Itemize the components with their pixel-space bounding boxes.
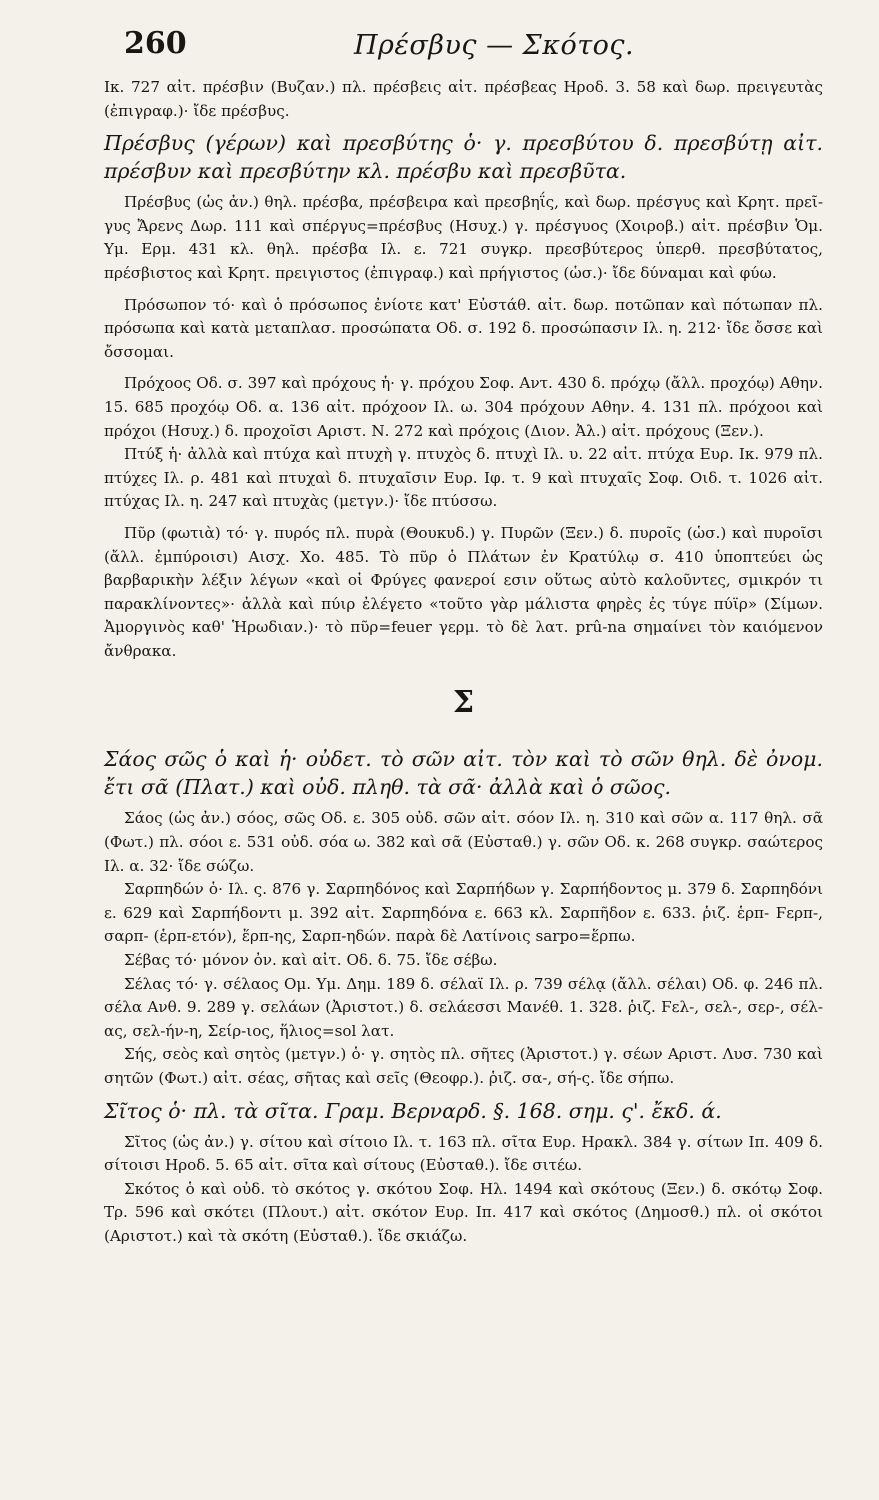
entry-sebas: Σέβας τό· μόνον ὀν. καὶ αἰτ. Οδ. δ. 75. ἴδε σέβω. [124,951,498,970]
page-header [104,22,823,76]
entry-heading-saos: Σάος σῶς ὁ καὶ ἡ· οὐδετ. τὸ σῶν αἰτ. τὸν καὶ τὸ σῶν θηλ. δὲ ὀνομ. ἔτι σᾶ (Πλατ.) καὶ οὐδ. πληθ. τὰ σᾶ· ἀλλὰ καὶ ὁ σῶος. [104,747,823,800]
entry-prochoos: Πρόχοος Οδ. σ. 397 καὶ πρόχους ἡ· γ. πρόχου Σοφ. Αντ. 430 δ. πρόχῳ (ἄλλ. προχόῳ) Αθην. 15. 685 προχόῳ Οδ. α. 136 αἰτ. πρόχοον Ιλ. ω. 304 πρόχουν Αθην. 4. 131 πλ. πρόχοοι καὶ πρόχοι (Ησυχ.) δ. προχοῖσι Αριστ. Ν. 272 καὶ πρόχοις (Διον. Ἀλ.) αἰτ. πρόχους (Ξεν.). [104,374,823,440]
section-letter-sigma: Σ [452,685,475,721]
entry-continuation: Ικ. 727 αἰτ. πρέσβιν (Βυζαν.) πλ. πρέσβεις αἰτ. πρέσβεας Ηροδ. 3. 58 καὶ δωρ. πρειγευτὰς (ἐπιγραφ.)· ἴδε πρέσβυς. [104,78,823,120]
entry-ptyx: Πτύξ ἡ· ἀλλὰ καὶ πτύχα καὶ πτυχὴ γ. πτυχὸς δ. πτυχὶ Ιλ. υ. 22 αἰτ. πτύχα Ευρ. Ικ. 979 πλ. πτύχες Ιλ. ρ. 481 καὶ πτυχαὶ δ. πτυχαῖσιν Ευρ. Ιφ. τ. 9 καὶ πτυχαῖς Σοφ. Οιδ. τ. 1026 αἰτ. πτύχας Ιλ. η. 247 καὶ πτυχὰς (μετγν.)· ἴδε πτύσσω. [104,445,823,511]
entry-selas: Σέλας τό· γ. σέλαος Ομ. Υμ. Δημ. 189 δ. σέλαϊ Ιλ. ρ. 739 σέλᾳ (ἄλλ. σέλαι) Οδ. φ. 246 πλ. σέλα Ανθ. 9. 289 γ. σελάων (Ἀριστοτ.) δ. σελάεσσι Μανέθ. 1. 328. ῥιζ. Ϝελ-, σελ-, σερ-, σέλ-ας, σελ-ήν-η, Σείρ-ιος, ἥλιος=sol λατ. [104,974,823,1040]
entry-saos: Σάος (ὡς ἀν.) σόος, σῶς Οδ. ε. 305 οὐδ. σῶν αἰτ. σόον Ιλ. η. 310 καὶ σῶν α. 117 θηλ. σᾶ (Φωτ.) πλ. σόοι ε. 531 οὐδ. σόα ω. 382 καὶ σᾶ (Εὐσταθ.) γ. σῶν Οδ. κ. 268 συγκρ. σαώτερος Ιλ. α. 32· ἴδε σώζω. [104,809,823,875]
entry-heading-presbys: Πρέσβυς (γέρων) καὶ πρεσβύτης ὁ· γ. πρεσβύτου δ. πρεσβύτῃ αἰτ. πρέσβυν καὶ πρεσβύτην κλ. πρέσβυ καὶ πρεσβῦτα. [104,131,823,184]
page-number: 260 [124,26,187,61]
entry-sarpedon: Σαρπηδών ὁ· Ιλ. ς. 876 γ. Σαρπηδόνος καὶ Σαρπήδων γ. Σαρπήδοντος μ. 379 δ. Σαρπηδόνι ε. 629 καὶ Σαρπήδοντι μ. 392 αἰτ. Σαρπηδόνα ε. 663 κλ. Σαρπῆδον ε. 633. ῥιζ. ἑρπ- Ϝερπ-, σαρπ- (ἑρπ-ετόν), ἕρπ-ης, Σαρπ-ηδών. παρὰ δὲ Λατίνοις sarpo=ἕρπω. [104,880,823,946]
entry-pyr: Πῦρ (φωτιὰ) τό· γ. πυρός πλ. πυρὰ (Θουκυδ.) γ. Πυρῶν (Ξεν.) δ. πυροῖς (ὡσ.) καὶ πυροῖσι (ἄλλ. ἐμπύροισι) Αισχ. Χο. 485. Τὸ πῦρ ὁ Πλάτων ἐν Κρατύλῳ σ. 410 ὑποπτεύει ὡς βαρβαρικὴν λέξιν λέγων «καὶ οἱ Φρύγες φανεροί εσιν οὕτως αὐτὸ καλοῦντες, σμικρόν τι παρακλίνοντες»· ἀλλὰ καὶ πύιρ ἐλέγετο «τοῦτο γὰρ μάλιστα φηρὲς ἐς τύγε πύϊρ» (Σίμων. Ἀμοργινὸς καθ' Ἡρωδιαν.)· τὸ πῦρ=feuer γερμ. τὸ δὲ λατ. prû-na σημαίνει τὸν καιόμενον ἄνθρακα. [104,523,823,660]
running-title: Πρέσβυς — Σκότος. [354,30,635,61]
entry-heading-sitos: Σῖτος ὁ· πλ. τὰ σῖτα. Γραμ. Βερναρδ. §. 168. σημ. ς'. ἔκδ. ά. [104,1098,722,1123]
entry-prosopon: Πρόσωπον τό· καὶ ὁ πρόσωπος ἐνίοτε κατ' Εὐστάθ. αἰτ. δωρ. ποτῶπαν καὶ πότωπαν πλ. πρόσωπα καὶ κατὰ μεταπλασ. προσώπατα Οδ. σ. 192 δ. προσώπασιν Ιλ. η. 212· ἴδε ὄσσε καὶ ὄσσομαι. [104,295,823,361]
entry-sitos: Σῖτος (ὡς ἀν.) γ. σίτου καὶ σίτοιο Ιλ. τ. 163 πλ. σῖτα Ευρ. Ηρακλ. 384 γ. σίτων Ιπ. 409 δ. σίτοισι Ηροδ. 5. 65 αἰτ. σῖτα καὶ σίτους (Εὐσταθ.). ἴδε σιτέω. [104,1132,823,1175]
entry-skotos: Σκότος ὁ καὶ οὐδ. τὸ σκότος γ. σκότου Σοφ. Ηλ. 1494 καὶ σκότους (Ξεν.) δ. σκότῳ Σοφ. Τρ. 596 καὶ σκότει (Πλουτ.) αἰτ. σκότον Ευρ. Ιπ. 417 καὶ σκότος (Δημοσθ.) πλ. οἱ σκότοι (Αριστοτ.) καὶ τὰ σκότη (Εὐσταθ.). ἴδε σκιάζω. [104,1179,823,1245]
entry-presbys: Πρέσβυς (ὡς ἀν.) θηλ. πρέσβα, πρέσβειρα καὶ πρεσβηΐς, καὶ δωρ. πρέσγυς καὶ Κρητ. πρεῖ-γυς Ἄρενς Δωρ. 111 καὶ σπέργυς=πρέσβυς (Ησυχ.) γ. πρέσγυος (Χοιροβ.) αἰτ. πρέσβιν Ὁμ. Υμ. Ερμ. 431 κλ. θηλ. πρέσβα Ιλ. ε. 721 συγκρ. πρεσβύτερος ὑπερθ. πρεσβύτατος, πρέσβιστος καὶ Κρητ. πρειγιστος (ἐπιγραφ.) καὶ πρήγιστος (ὡσ.)· ἴδε δύναμαι καὶ φύω. [104,193,823,282]
entry-ses: Σής, σεὸς καὶ σητὸς (μετγν.) ὁ· γ. σητὸς πλ. σῆτες (Ἀριστοτ.) γ. σέων Αριστ. Λυσ. 730 καὶ σητῶν (Φωτ.) αἰτ. σέας, σῆτας καὶ σεῖς (Θεοφρ.). ῥιζ. σα-, σή-ς. ἴδε σήπω. [104,1045,823,1087]
